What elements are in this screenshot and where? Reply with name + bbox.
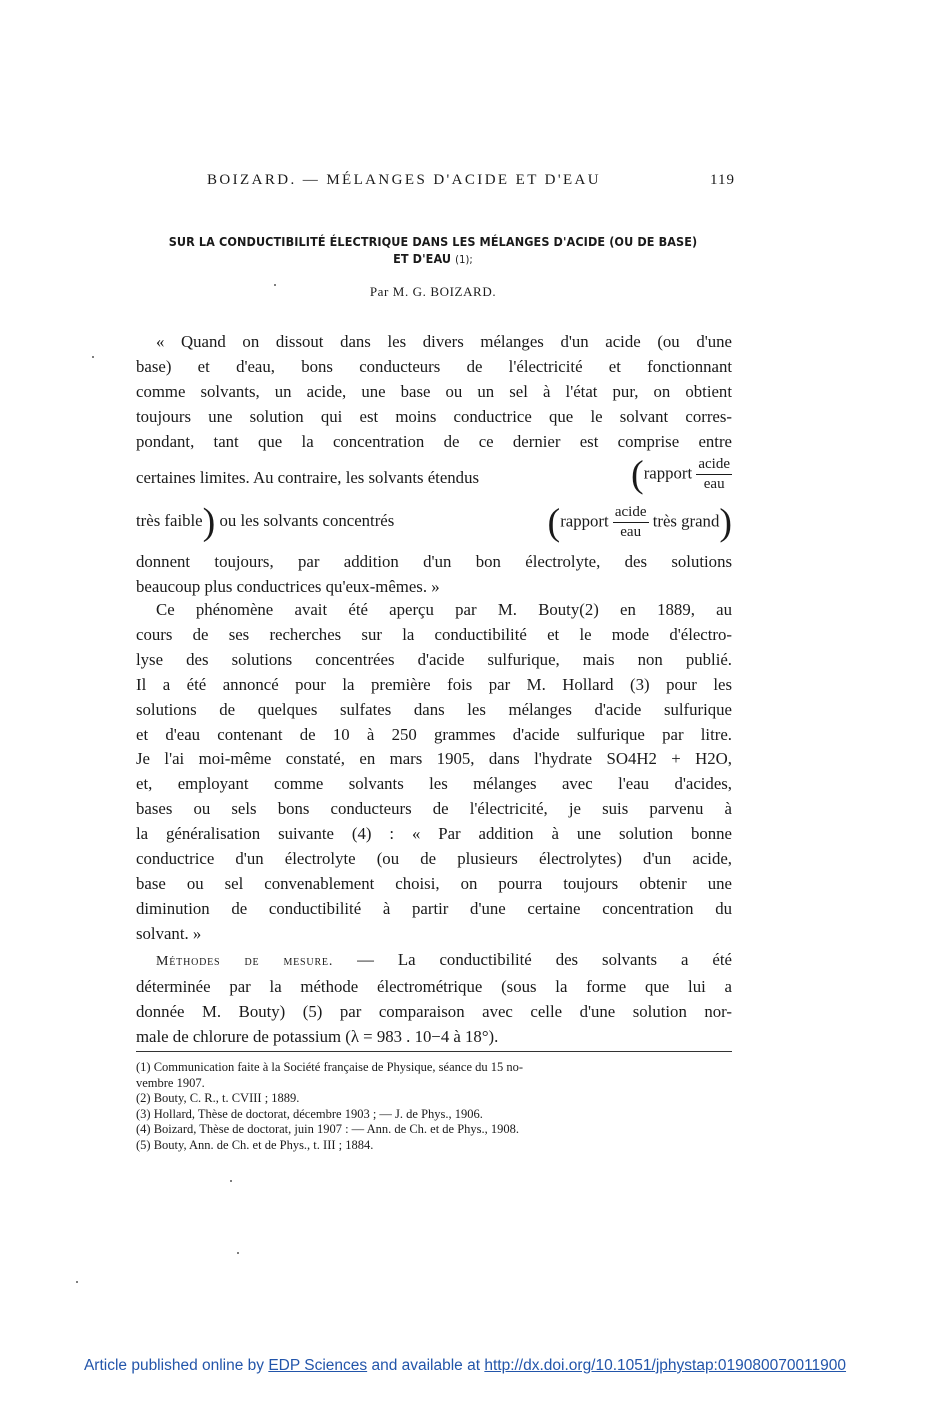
paragraph-1-line: pondant, tant que la concentration de ce dernier est comprise entre bbox=[136, 431, 732, 451]
footer-prefix: Article published online by bbox=[83, 1357, 269, 1374]
paragraph-2-line: Il a été annoncé pour la première fois par M. Hollard (3) pour les bbox=[136, 674, 732, 694]
speck bbox=[92, 356, 94, 358]
open-paren: ( bbox=[631, 453, 644, 496]
tres-grand: très grand bbox=[652, 511, 720, 531]
fraction-numerator: acide bbox=[613, 503, 649, 523]
paragraph-2-line: conductrice d'un électrolyte (ou de plusieurs électrolytes) d'un acide, bbox=[136, 849, 732, 869]
paragraph-2-line: solutions de quelques sulfates dans les mélanges d'acide sulfurique bbox=[136, 699, 732, 719]
paragraph-3-line: déterminée par la méthode électrométrique (sous la forme que lui a bbox=[136, 976, 732, 996]
math-line-1 bbox=[136, 455, 732, 505]
fraction-denominator: eau bbox=[620, 524, 642, 540]
rapport-label: rapport bbox=[560, 511, 609, 531]
footnotes bbox=[136, 1060, 732, 1154]
paragraph-1-line: « Quand on dissout dans les divers mélanges d'un acide (ou d'une bbox=[156, 332, 732, 351]
fraction-numerator: acide bbox=[696, 455, 732, 475]
paragraph-2-line: solvant. » bbox=[136, 923, 202, 943]
article-title-line2 bbox=[135, 250, 731, 268]
paragraph-3-line: male de chlorure de potassium (λ = 983 . 10−4 à 18°). bbox=[136, 1026, 499, 1046]
paragraph-2-line: base ou sel convenablement choisi, on pourra toujours obtenir une bbox=[136, 873, 732, 893]
speck bbox=[76, 1281, 78, 1283]
paragraph-2-line: et d'eau contenant de 10 à 250 grammes d'acide sulfurique par litre. bbox=[136, 724, 732, 744]
close-paren: ) bbox=[202, 501, 216, 543]
article-title-line1: SUR LA CONDUCTIBILITÉ ÉLECTRIQUE DANS LES MÉLANGES D'ACIDE (OU DE BASE) bbox=[168, 234, 698, 249]
math-line-2 bbox=[136, 503, 732, 553]
paragraph-2-line: Ce phénomène avait été aperçu par M. Bouty(2) en 1889, au bbox=[156, 600, 732, 619]
concentrated-solvents: ou les solvants concentrés bbox=[219, 510, 395, 530]
paragraph-2-line: cours de ses recherches sur la conductibilité et le mode d'électro- bbox=[136, 624, 732, 644]
fraction-acide-eau bbox=[613, 503, 649, 542]
math-line-2-left bbox=[136, 503, 394, 541]
paragraph-1-end-line: beaucoup plus conductrices qu'eux-mêmes. » bbox=[136, 576, 440, 596]
speck bbox=[230, 1180, 232, 1182]
footnote: (1) Communication faite à la Société française de Physique, séance du 15 no- bbox=[136, 1060, 524, 1074]
paragraph-1-line: comme solvants, un acide, une base ou un sel à l'état pur, on obtient bbox=[136, 381, 732, 401]
footnote: (5) Bouty, Ann. de Ch. et de Phys., t. III ; 1884. bbox=[136, 1137, 374, 1152]
byline: Par M. G. BOIZARD. bbox=[369, 284, 497, 299]
article-title-note: (1); bbox=[455, 253, 473, 266]
footnote: (3) Hollard, Thèse de doctorat, décembre 1903 ; — J. de Phys., 1906. bbox=[136, 1106, 483, 1121]
page-number: 119 bbox=[710, 172, 735, 188]
doi-link[interactable]: http://dx.doi.org/10.1051/jphystap:019080070011900 bbox=[484, 1357, 847, 1374]
speck bbox=[237, 1252, 239, 1254]
math-line-1-text: certaines limites. Au contraire, les solvants étendus bbox=[136, 468, 479, 487]
math-line-2-right bbox=[548, 503, 732, 542]
article-title bbox=[135, 233, 731, 268]
paragraph-2-line: la généralisation suivante (4) : « Par addition à une solution bonne bbox=[136, 824, 732, 844]
section-heading: Méthodes de mesure. bbox=[156, 954, 334, 969]
paragraph-2-line: diminution de conductibilité à partir d'une certaine concentration du bbox=[136, 898, 732, 918]
paragraph-2 bbox=[136, 598, 732, 947]
publisher-link[interactable]: EDP Sciences bbox=[268, 1357, 368, 1374]
paragraph-3-line-1 bbox=[136, 948, 732, 975]
publication-footer bbox=[0, 1357, 930, 1375]
paragraph-2-line: bases ou sels bons conducteurs de l'électricité, je suis parvenu à bbox=[136, 799, 732, 819]
paragraph-3-line-1-text: — La conductibilité des solvants a été bbox=[333, 950, 732, 969]
paragraph-1-line: base) et d'eau, bons conducteurs de l'électricité et fonctionnant bbox=[136, 356, 732, 376]
paragraph-3 bbox=[136, 948, 732, 1050]
close-paren: ) bbox=[719, 501, 732, 544]
footnote-rule bbox=[136, 1051, 732, 1052]
footer-middle: and available at bbox=[367, 1357, 485, 1374]
running-head bbox=[135, 172, 735, 194]
rapport-label: rapport bbox=[643, 463, 693, 483]
fraction-acide-eau bbox=[696, 455, 732, 494]
paragraph-1-end-line: donnent toujours, par addition d'un bon électrolyte, des solutions bbox=[136, 552, 732, 571]
paragraph-2-line: Je l'ai moi-même constaté, en mars 1905, dans l'hydrate SO4H2 + H2O, bbox=[136, 749, 732, 769]
footnote: (4) Boizard, Thèse de doctorat, juin 1907 : — Ann. de Ch. et de Phys., 1908. bbox=[136, 1122, 520, 1137]
math-line-1-rapport bbox=[631, 455, 732, 494]
paragraph-2-line: lyse des solutions concentrées d'acide sulfurique, mais non publié. bbox=[136, 649, 732, 669]
fraction-denominator: eau bbox=[703, 476, 725, 492]
open-paren: ( bbox=[547, 501, 561, 544]
paragraph-1-end bbox=[136, 550, 732, 600]
tres-faible: très faible bbox=[136, 510, 203, 530]
paragraph-3-line: donnée M. Bouty) (5) par comparaison avec celle d'une solution nor- bbox=[136, 1001, 732, 1021]
paragraph-2-line: et, employant comme solvants les mélanges avec l'eau d'acides, bbox=[136, 774, 732, 794]
footnote: (2) Bouty, C. R., t. CVIII ; 1889. bbox=[136, 1091, 300, 1106]
running-title: BOIZARD. — MÉLANGES D'ACIDE ET D'EAU bbox=[207, 172, 602, 188]
article-title-line2-text: ET D'EAU bbox=[393, 251, 452, 266]
paragraph-1 bbox=[136, 330, 732, 455]
footnote: vembre 1907. bbox=[136, 1075, 205, 1090]
paragraph-1-line: toujours une solution qui est moins conductrice que le solvant corres- bbox=[136, 406, 732, 426]
speck bbox=[274, 284, 276, 286]
